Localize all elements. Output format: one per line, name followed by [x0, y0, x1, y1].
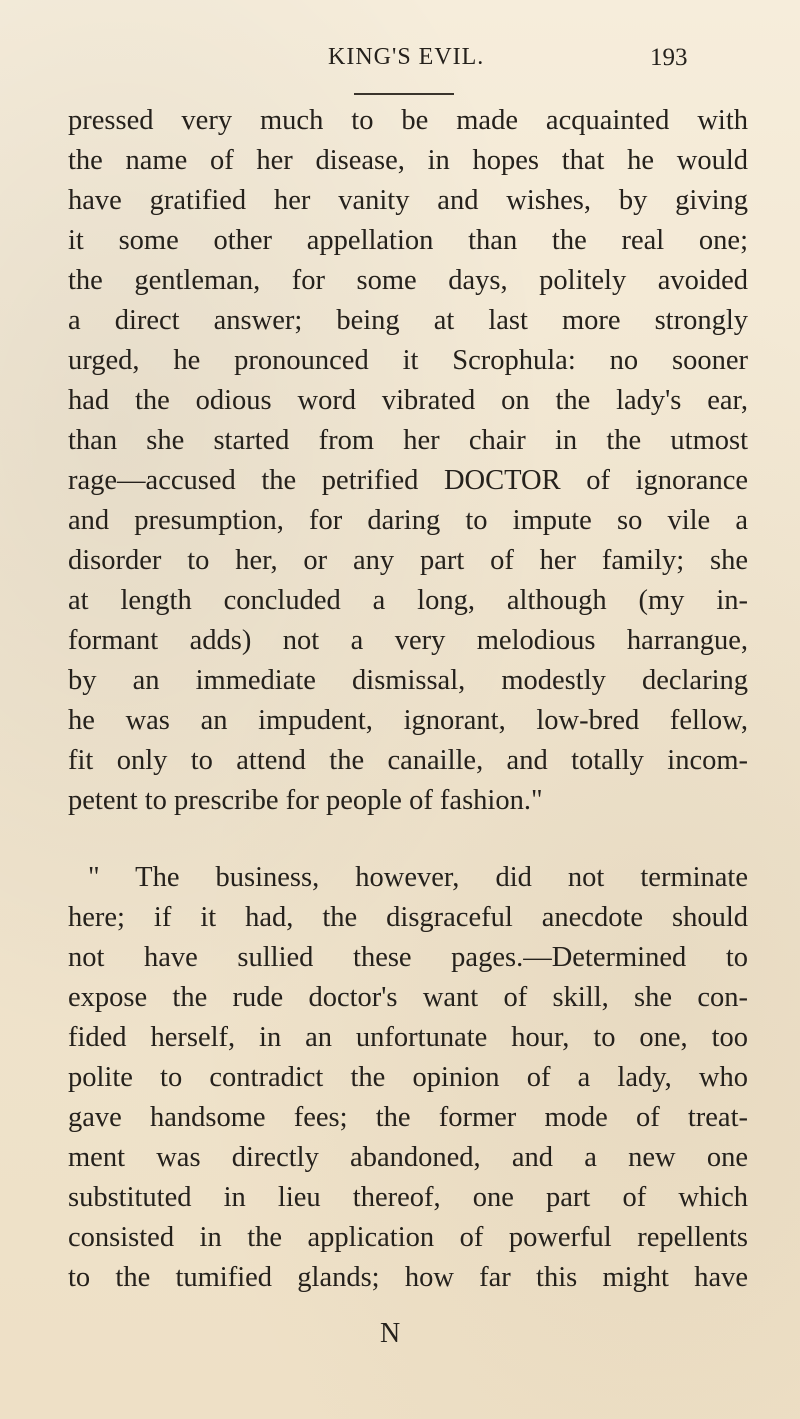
text-line: the name of her disease, in hopes that he would	[68, 145, 748, 176]
paragraph-1	[68, 101, 748, 821]
text-line: pressed very much to be made acquainted with	[68, 105, 748, 136]
text-line: and presumption, for daring to impute so vile a	[68, 505, 748, 536]
text-line: ment was directly abandoned, and a new one	[68, 1142, 748, 1173]
text-line: expose the rude doctor's want of skill, she con-	[68, 982, 748, 1013]
text-line: a direct answer; being at last more strongly	[68, 305, 748, 336]
text-line: have gratified her vanity and wishes, by giving	[68, 185, 748, 216]
page-header	[0, 44, 800, 84]
signature-mark: N	[380, 1318, 401, 1349]
text-line: by an immediate dismissal, modestly declaring	[68, 665, 748, 696]
running-title: KING'S EVIL.	[328, 44, 485, 70]
paragraph-gap	[68, 821, 748, 858]
text-line: than she started from her chair in the utmost	[68, 425, 748, 456]
text-line: urged, he pronounced it Scrophula: no sooner	[68, 345, 748, 376]
header-rule	[354, 93, 454, 95]
paragraph-2	[68, 858, 748, 1298]
text-line: he was an impudent, ignorant, low-bred fellow,	[68, 705, 748, 736]
text-line: consisted in the application of powerful repellents	[68, 1222, 748, 1253]
text-line: to the tumified glands; how far this might have	[68, 1262, 748, 1293]
text-line: fit only to attend the canaille, and totally incom-	[68, 745, 748, 776]
body-text	[68, 101, 748, 1298]
text-line: disorder to her, or any part of her family; she	[68, 545, 748, 576]
text-line: it some other appellation than the real one;	[68, 225, 748, 256]
text-line: fided herself, in an unfortunate hour, to one, too	[68, 1022, 748, 1053]
text-line: " The business, however, did not terminate	[88, 862, 748, 893]
text-line: polite to contradict the opinion of a lady, who	[68, 1062, 748, 1093]
text-line: petent to prescribe for people of fashion."	[68, 785, 543, 816]
page-number: 193	[650, 44, 688, 71]
text-line: had the odious word vibrated on the lady's ear,	[68, 385, 748, 416]
text-line: rage—accused the petrified DOCTOR of ignorance	[68, 465, 748, 496]
text-line: here; if it had, the disgraceful anecdote should	[68, 902, 748, 933]
text-line: formant adds) not a very melodious harrangue,	[68, 625, 748, 656]
text-line: the gentleman, for some days, politely avoided	[68, 265, 748, 296]
text-line: not have sullied these pages.—Determined to	[68, 942, 748, 973]
text-line: gave handsome fees; the former mode of treat-	[68, 1102, 748, 1133]
text-line: at length concluded a long, although (my in-	[68, 585, 748, 616]
text-line: substituted in lieu thereof, one part of which	[68, 1182, 748, 1213]
